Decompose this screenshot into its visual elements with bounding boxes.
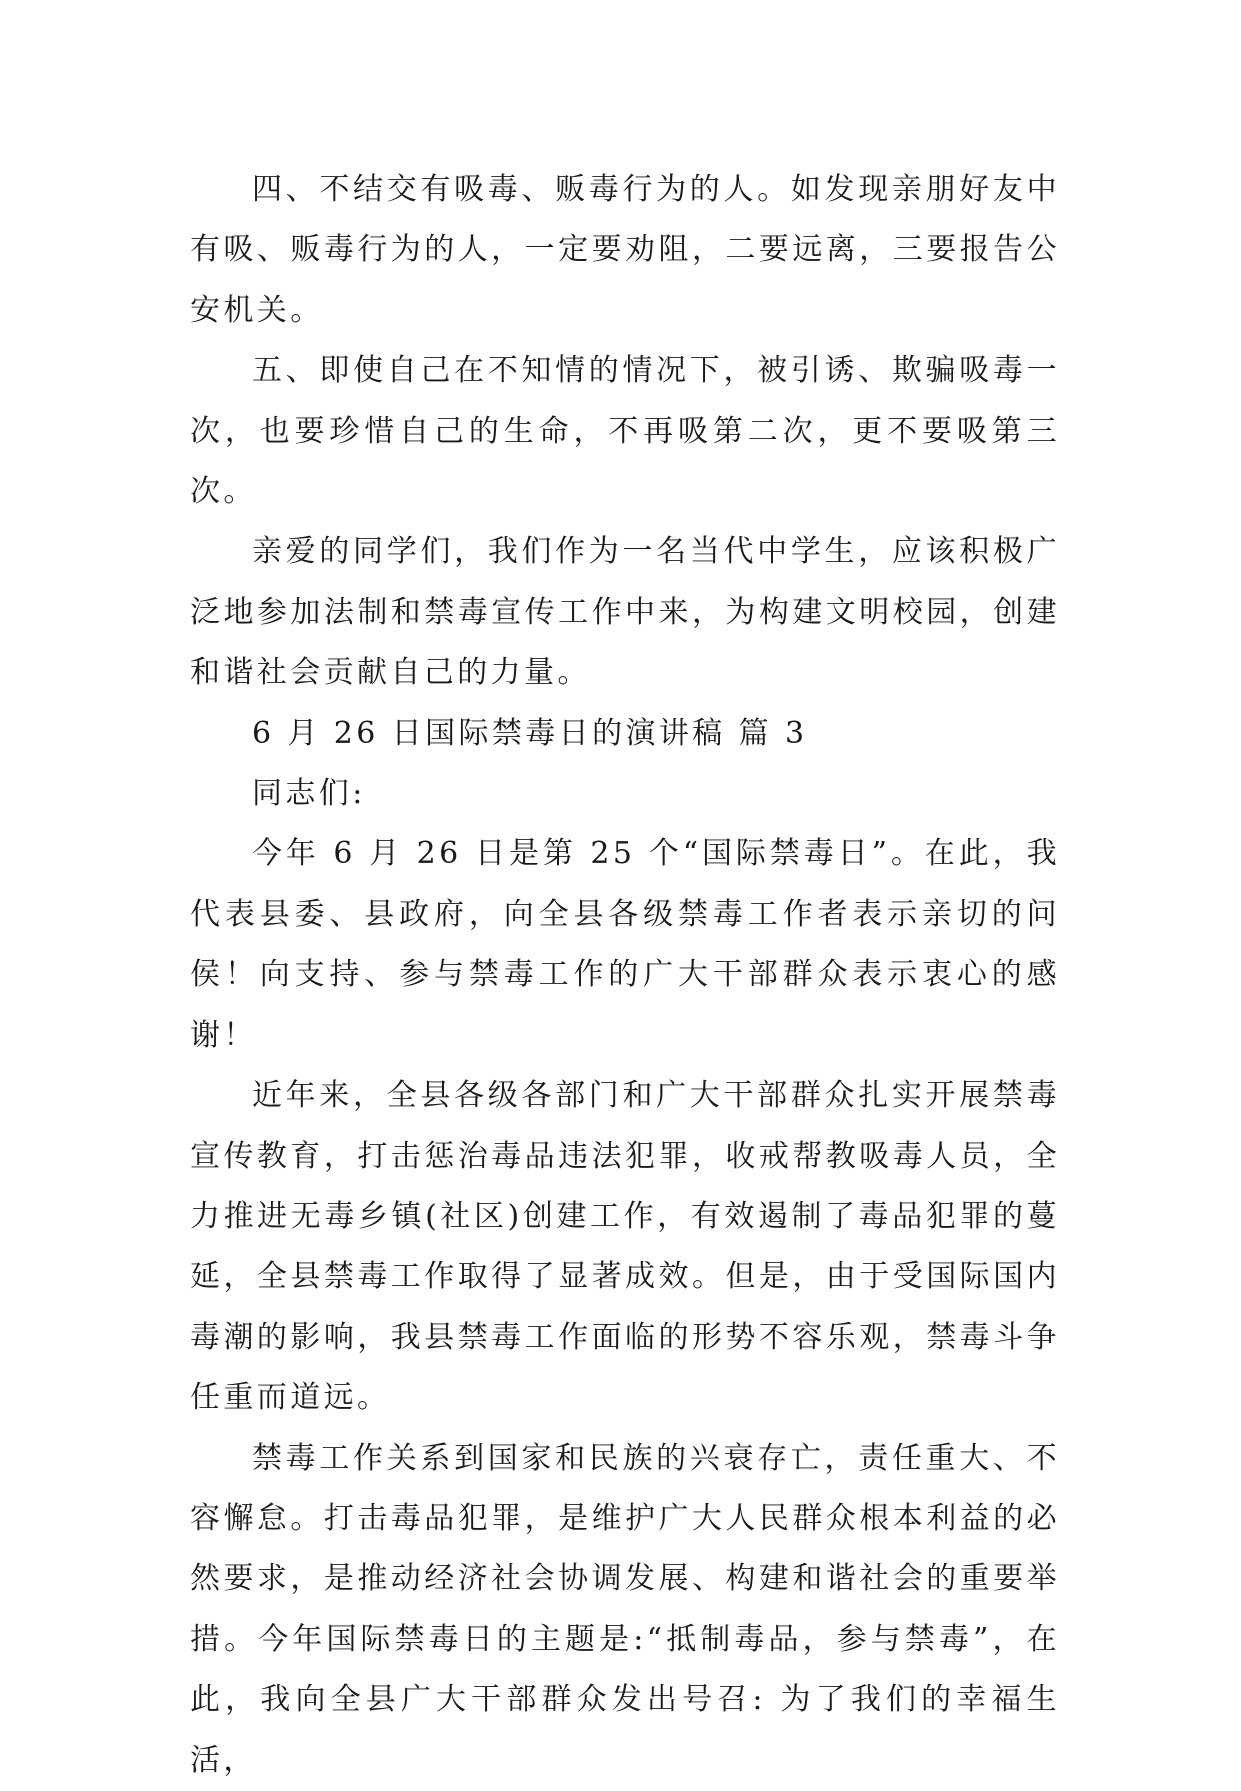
paragraph-importance: 禁毒工作关系到国家和民族的兴衰存亡，责任重大、不容懈怠。打击毒品犯罪，是维护广大人民群众根本利益的必然要求，是推动经济社会协调发展、构建和谐社会的重要举措。今年国际禁毒日的主题是:“抵制毒品，参与禁毒”，在此，我向全县广大干部群众发出号召: 为了我们的幸福生活， [190, 1440, 1060, 1778]
paragraph-greeting: 今年 6 月 26 日是第 25 个“国际禁毒日”。在此，我代表县委、县政府，向全县各级禁毒工作者表示亲切的问侯！向支持、参与禁毒工作的广大干部群众表示衷心的感谢！ [190, 836, 1060, 1053]
paragraph-achievements: 近年来，全县各级各部门和广大干部群众扎实开展禁毒宣传教育，打击惩治毒品违法犯罪，收戒帮教吸毒人员，全力推进无毒乡镇(社区)创建工作，有效遏制了毒品犯罪的蔓延，全县禁毒工作取得了显著成效。但是，由于受国际国内毒潮的影响，我县禁毒工作面临的形势不容乐观，禁毒斗争任重而道远。 [190, 1078, 1060, 1416]
paragraph-item-4: 四、不结交有吸毒、贩毒行为的人。如发现亲朋好友中有吸、贩毒行为的人，一定要劝阻，二要远离，三要报告公安机关。 [190, 172, 1060, 328]
document-body [190, 160, 1060, 1791]
speech-heading: 6 月 26 日国际禁毒日的演讲稿 篇 3 [252, 715, 808, 751]
paragraph-closing: 亲爱的同学们，我们作为一名当代中学生，应该积极广泛地参加法制和禁毒宣传工作中来，为构建文明校园，创建和谐社会贡献自己的力量。 [190, 534, 1060, 691]
salutation: 同志们: [252, 776, 366, 812]
paragraph-item-5: 五、即使自己在不知情的情况下，被引诱、欺骗吸毒一次，也要珍惜自己的生命，不再吸第二次，更不要吸第三次。 [190, 353, 1060, 510]
